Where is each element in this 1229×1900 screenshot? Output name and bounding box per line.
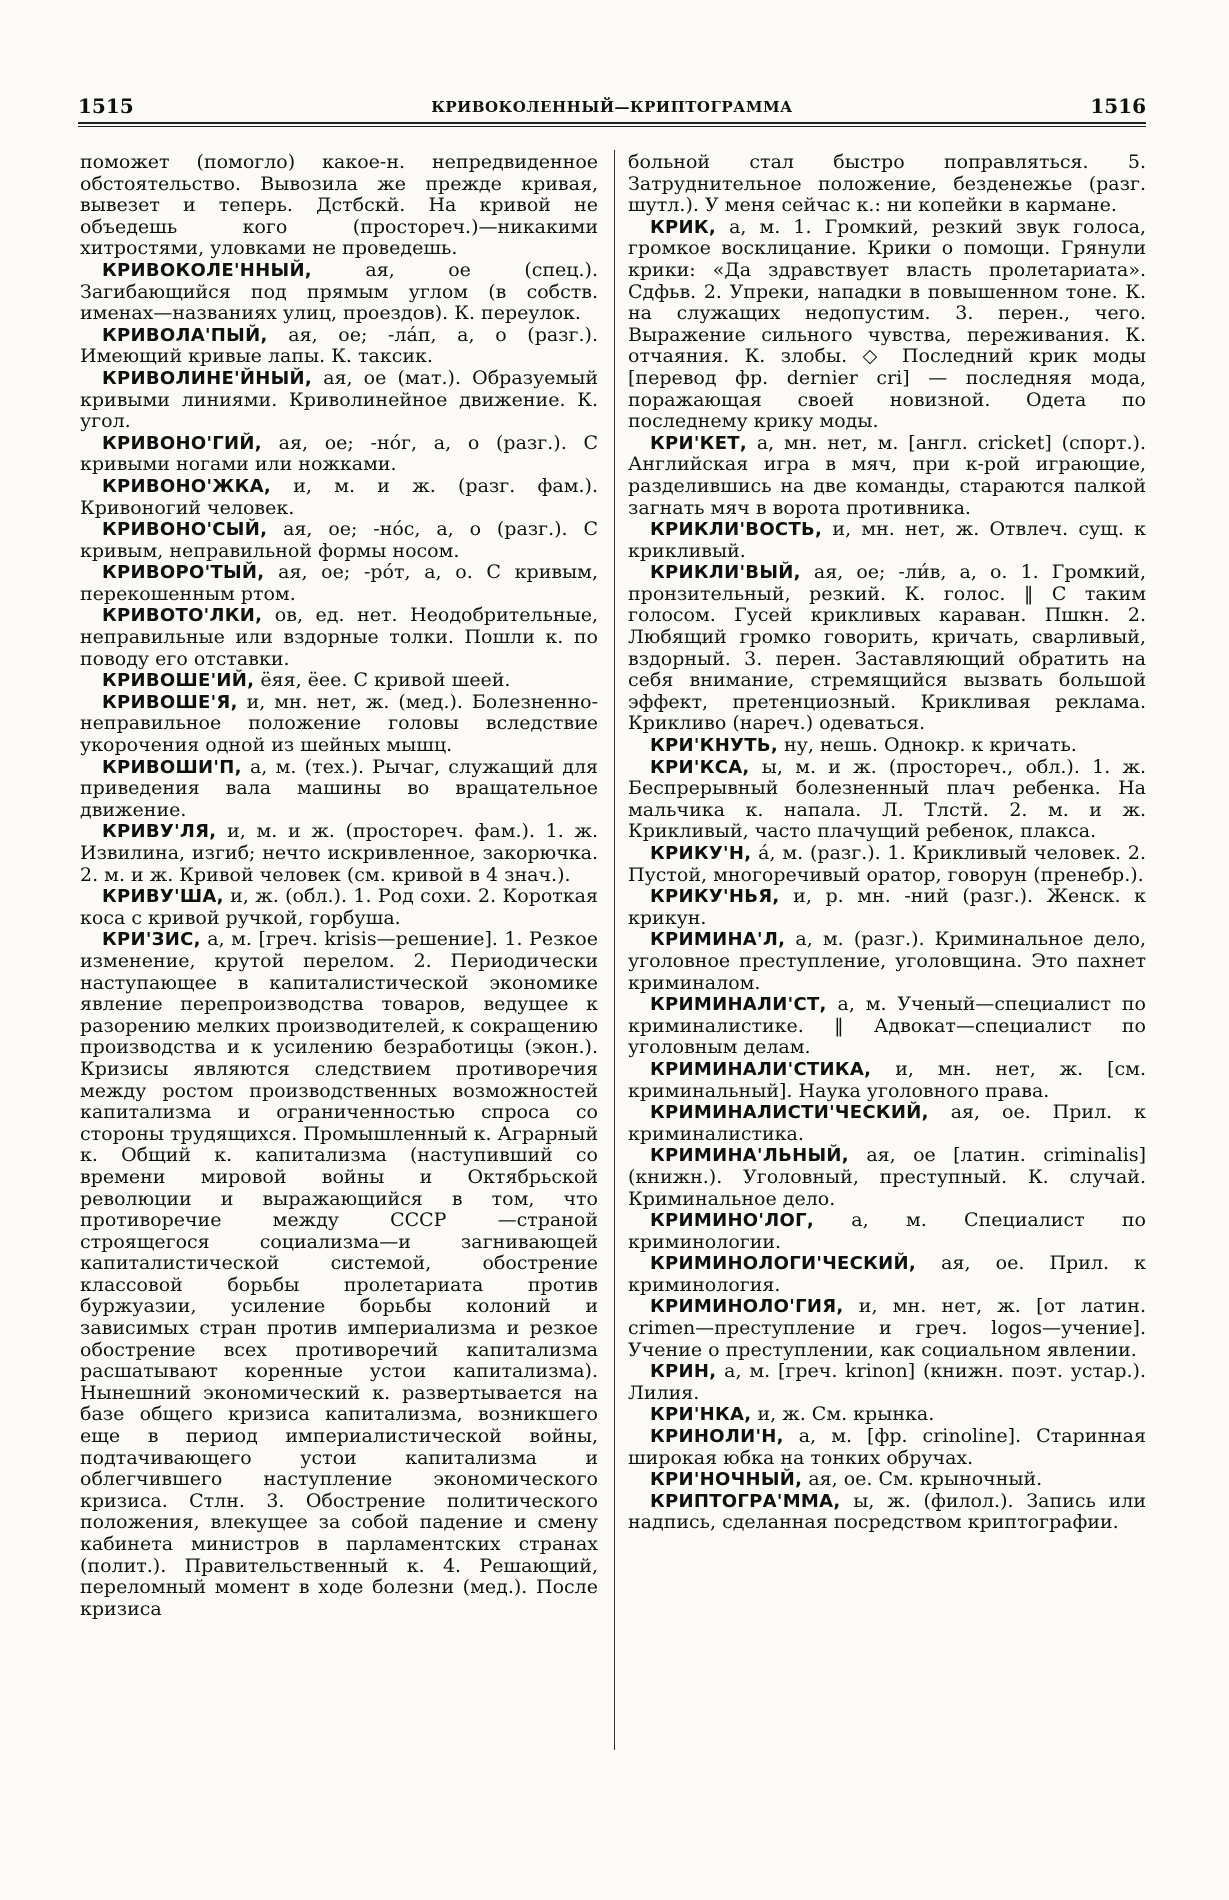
dictionary-entry <box>80 519 598 562</box>
entry-headword: КРИВОНО'ГИЙ, <box>102 432 262 454</box>
entry-headword: КРИКЛИ'ВЫЙ, <box>650 562 801 584</box>
column-divider <box>614 150 615 1750</box>
page-header <box>78 92 1146 126</box>
dictionary-entry <box>628 562 1146 735</box>
entry-headword: КРИМИНА'ЛЬНЫЙ, <box>650 1145 849 1167</box>
entry-definition: поможет (помогло) какое-н. непредвиденное обстоятельство. Вывозила же прежде кривая, вывезет и теперь. Дстбскй. На кривой не объедешь кого (простореч.)—никакими хитростями, уловками не проведешь. <box>80 151 598 260</box>
entry-headword: КРИ'КНУТЬ, <box>650 735 778 757</box>
entry-definition: ая, ое. Прил. к криминология. <box>628 1252 1146 1296</box>
dictionary-entry <box>628 433 1146 519</box>
entry-definition: а, м. (разг.). Криминальное дело, уголовное преступление, уголовщина. Это пахнет криминалом. <box>628 928 1146 994</box>
entry-headword: КРИКУ'Н, <box>650 843 752 864</box>
dictionary-entry <box>80 886 598 929</box>
header-rule-thin <box>78 126 1146 127</box>
entry-definition: и, ж. (обл.). 1. Род сохи. 2. Короткая коса с кривой ручкой, горбуша. <box>80 885 598 929</box>
entry-headword: КРИМИНОЛО'ГИЯ, <box>650 1296 844 1318</box>
entry-headword: КРИВОШЕ'Я, <box>102 691 238 713</box>
dictionary-entry <box>628 1102 1146 1145</box>
dictionary-entry <box>80 670 598 692</box>
entry-definition: ов, ед. нет. Неодобрительные, неправильные или вздорные толки. Пошли к. по поводу его отставки. <box>80 604 598 670</box>
entry-headword: КРИВОКОЛЕ'ННЫЙ, <box>102 259 312 281</box>
entry-headword: КРИВОНО'ЖКА, <box>102 475 271 497</box>
entry-headword: КРИМИНАЛИСТИ'ЧЕСКИЙ, <box>650 1102 929 1124</box>
page-number-left: 1515 <box>78 94 134 118</box>
entry-definition: а, м. [греч. krisis—решение]. 1. Резкое изменение, крутой перелом. 2. Периодически наступающее в капиталистической экономике явление перепроизводства товаров, ведущее к разорению мелких производителей, к сокращению производства и к усилению безработицы (экон.). Кризисы являются следствием противоречия между ростом производственных возможностей капитализма и ограниченностью спроса со стороны трудящихся. Промышленный к. Аграрный к. Общий к. капитализма (наступивший со времени мировой войны и Октябрьской революции и выражающийся в том, что противоречие между СССР —страной строящегося социализма—и загнивающей капиталистической системой, обострение классовой борьбы пролетариата против буржуазии, усиление борьбы колоний и зависимых стран против империализма и резкое обострение всех противоречий капитализма расшатывают коренные устои капитализма). Нынешний экономический к. развертывается на базе общего кризиса капитализма, возникшего еще в период империалистической войны, подтачивающего устои капитализма и облегчившего наступление экономического кризиса. Стлн. 3. Обострение политического положения, влекущее за собой падение и смену кабинета министров в парламентских странах (полит.). Правительственный к. 4. Решающий, переломный момент в ходе болезни (мед.). После кризиса <box>80 928 598 1620</box>
entry-definition: ая, ое; -но́г, а, о (разг.). С кривыми ногами или ножками. <box>80 431 598 476</box>
entry-headword: КРИМИНОЛОГИ'ЧЕСКИЙ, <box>650 1253 917 1275</box>
entry-definition: и, мн. нет, ж. [см. криминальный]. Наука уголовного права. <box>628 1057 1146 1102</box>
entry-headword: КРИК, <box>650 216 717 238</box>
dictionary-entry <box>628 519 1146 562</box>
entry-definition: а́, м. (разг.). 1. Крикливый человек. 2. Пустой, многоречивый оратор, говорун (пренебр.). <box>628 842 1146 886</box>
entry-definition: ы, ж. (филол.). Запись или надпись, сделанная посредством криптографии. <box>628 1489 1146 1534</box>
dictionary-entry <box>628 1361 1146 1404</box>
dictionary-entry <box>628 886 1146 929</box>
right-column <box>628 152 1146 1534</box>
entry-headword: КРИНОЛИ'Н, <box>650 1426 784 1448</box>
header-rule <box>78 122 1146 124</box>
entry-definition: и, м. и ж. (простореч. фам.). 1. ж. Извилина, изгиб; нечто искривленное, закорючка. 2. м. и ж. Кривой человек (см. кривой в 4 знач.). <box>80 820 598 886</box>
entry-headword: КРИМИНО'ЛОГ, <box>650 1210 814 1232</box>
entry-headword: КРИВОРО'ТЫЙ, <box>102 562 265 584</box>
running-title: КРИВОКОЛЕННЫЙ—КРИПТОГРАММА <box>431 98 793 116</box>
dictionary-entry <box>628 1210 1146 1253</box>
entry-headword: КРИВОТО'ЛКИ, <box>102 605 263 627</box>
entry-headword: КРИВУ'ША, <box>102 886 224 908</box>
dictionary-entry <box>628 1145 1146 1210</box>
dictionary-entry <box>628 735 1146 757</box>
entry-definition: больной стал быстро поправляться. 5. Затруднительное положение, безденежье (разг. шутл.). У меня сейчас к.: ни копейки в кармане. <box>628 151 1146 217</box>
entry-definition: ая, ое; -ро́т, а, о. С кривым, перекошенным ртом. <box>80 561 598 605</box>
entry-definition: и, мн. нет, ж. Отвлеч. сущ. к крикливый. <box>628 518 1146 562</box>
entry-headword: КРИВОШИ'П, <box>102 756 242 778</box>
entry-definition: и, ж. См. крынка. <box>751 1403 935 1426</box>
dictionary-entry <box>628 1253 1146 1296</box>
entry-headword: КРИН, <box>650 1361 717 1383</box>
entry-definition: ёяя, ёее. С кривой шеей. <box>254 669 511 692</box>
entry-headword: КРИ'НКА, <box>650 1404 752 1426</box>
entry-headword: КРИВОШЕ'ИЙ, <box>102 670 255 692</box>
entry-headword: КРИ'КЕТ, <box>650 432 748 454</box>
entry-definition: ы, м. и ж. (простореч., обл.). 1. ж. Беспрерывный болезненный плач ребенка. На мальчика к. напала. Л. Тлстй. 2. м. и ж. Крикливый, часто плачущий ребенок, плакса. <box>628 755 1146 843</box>
entry-headword: КРИ'ЗИС, <box>102 929 201 951</box>
entry-definition: а, м. [греч. krinon] (книжн. поэт. устар.). Лилия. <box>628 1360 1146 1404</box>
dictionary-entry <box>80 692 598 757</box>
dictionary-entry <box>80 325 598 368</box>
entry-definition: ая, ое. См. крыночный. <box>802 1468 1043 1491</box>
entry-headword: КРИВОНО'СЫЙ, <box>102 519 268 541</box>
dictionary-entry <box>80 476 598 519</box>
dictionary-entry <box>628 929 1146 994</box>
dictionary-entry <box>80 368 598 433</box>
dictionary-entry <box>628 1426 1146 1469</box>
entry-definition: и, р. мн. -ний (разг.). Женск. к крикун. <box>628 885 1146 929</box>
entry-definition: и, мн. нет, ж. (мед.). Болезненно-неправильное положение головы вследствие укорочения одной из шейных мышц. <box>80 690 598 757</box>
entry-headword: КРИМИНАЛИ'СТ, <box>650 994 827 1016</box>
dictionary-entry <box>628 217 1146 433</box>
entry-headword: КРИПТОГРА'ММА, <box>650 1490 841 1512</box>
entry-headword: КРИМИНА'Л, <box>650 929 786 951</box>
entry-definition: и, м. и ж. (разг. фам.). Кривоногий человек. <box>80 474 598 519</box>
entry-headword: КРИВУ'ЛЯ, <box>102 821 217 843</box>
entry-headword: КРИКУ'НЬЯ, <box>650 886 780 908</box>
dictionary-entry <box>80 757 598 822</box>
left-column <box>80 152 598 1620</box>
entry-definition: ая, ое; -но́с, а, о (разг.). С кривым, неправильной формы носом. <box>80 518 598 562</box>
entry-definition: ая, ое; -ла́п, а, о (разг.). Имеющий кривые лапы. К. таксик. <box>80 323 598 368</box>
dictionary-entry <box>80 152 598 260</box>
dictionary-entry <box>628 1404 1146 1426</box>
entry-headword: КРИВОЛИНЕ'ЙНЫЙ, <box>102 367 313 389</box>
dictionary-entry <box>628 1469 1146 1491</box>
dictionary-entry <box>628 1296 1146 1361</box>
entry-definition: а, м. [фр. crinoline]. Старинная широкая юбка на тонких обручах. <box>628 1425 1146 1469</box>
entry-definition: а, м. Специалист по криминологии. <box>628 1209 1146 1253</box>
dictionary-entry <box>628 1491 1146 1534</box>
page-number-right: 1516 <box>1090 94 1146 118</box>
entry-headword: КРИ'КСА, <box>650 756 750 778</box>
dictionary-entry <box>628 152 1146 217</box>
dictionary-entry <box>628 994 1146 1059</box>
dictionary-entry <box>628 1059 1146 1102</box>
dictionary-entry <box>628 843 1146 886</box>
entry-definition: а, мн. нет, м. [англ. cricket] (спорт.). Английская игра в мяч, при к-рой играющие, разделившись на две команды, стараются палкой загнать мяч в ворота противника. <box>628 431 1146 519</box>
entry-definition: а, м. 1. Громкий, резкий звук голоса, громкое восклицание. Крики о помощи. Грянули крики: «Да здравствует власть пролетариата». Сдфьв. 2. Упреки, нападки в повышенном тоне. К. на служащих недопустим. 3. перен., чего. Выражение сильного чувства, переживания. К. отчаяния. К. злобы. ◇ Последний крик моды [перевод фр. dernier cri] — последняя мода, поражающая своей новизной. Одета по последнему крику моды. <box>628 215 1146 433</box>
entry-headword: КРИВОЛА'ПЫЙ, <box>102 324 268 346</box>
dictionary-entry <box>80 433 598 476</box>
dictionary-entry <box>80 260 598 325</box>
entry-definition: а, м. (тех.). Рычаг, служащий для приведения вала машины во вращательное движение. <box>80 755 598 821</box>
entry-definition: ая, ое; -ли́в, а, о. 1. Громкий, пронзительный, резкий. К. голос. ‖ С таким голосом. Гусей крикливых караван. Пшкн. 2. Любящий громко говорить, кричать, сварливый, вздорный. 3. перен. Заставляющий обратить на себя внимание, стремящийся вызвать большой эффект, претенциозный. Крикливая реклама. Крикливо (нареч.) одеваться. <box>628 561 1146 735</box>
entry-definition: и, мн. нет, ж. [от латин. crimen—преступление и греч. logos—учение]. Учение о преступлении, как социальном явлении. <box>628 1295 1146 1361</box>
entry-definition: ая, ое (мат.). Образуемый кривыми линиями. Криволинейное движение. К. угол. <box>80 366 598 433</box>
entry-definition: ая, ое. Прил. к криминалистика. <box>628 1101 1146 1145</box>
dictionary-entry <box>80 605 598 670</box>
dictionary-entry <box>628 757 1146 843</box>
dictionary-entry <box>80 929 598 1620</box>
entry-definition: ну, нешь. Однокр. к кричать. <box>777 734 1077 757</box>
entry-headword: КРИКЛИ'ВОСТЬ, <box>650 519 823 541</box>
entry-definition: ая, ое (спец.). Загибающийся под прямым углом (в собств. именах—названиях улиц, проездов). К. переулок. <box>80 258 598 325</box>
entry-definition: а, м. Ученый—специалист по криминалистике. ‖ Адвокат—специалист по уголовным делам. <box>628 993 1146 1059</box>
entry-headword: КРИ'НОЧНЫЙ, <box>650 1469 803 1491</box>
entry-headword: КРИМИНАЛИ'СТИКА, <box>650 1058 872 1080</box>
dictionary-entry <box>80 821 598 886</box>
entry-definition: ая, ое [латин. criminalis] (книжн.). Уголовный, преступный. К. случай. Криминальное дело. <box>628 1144 1146 1210</box>
dictionary-entry <box>80 562 598 605</box>
